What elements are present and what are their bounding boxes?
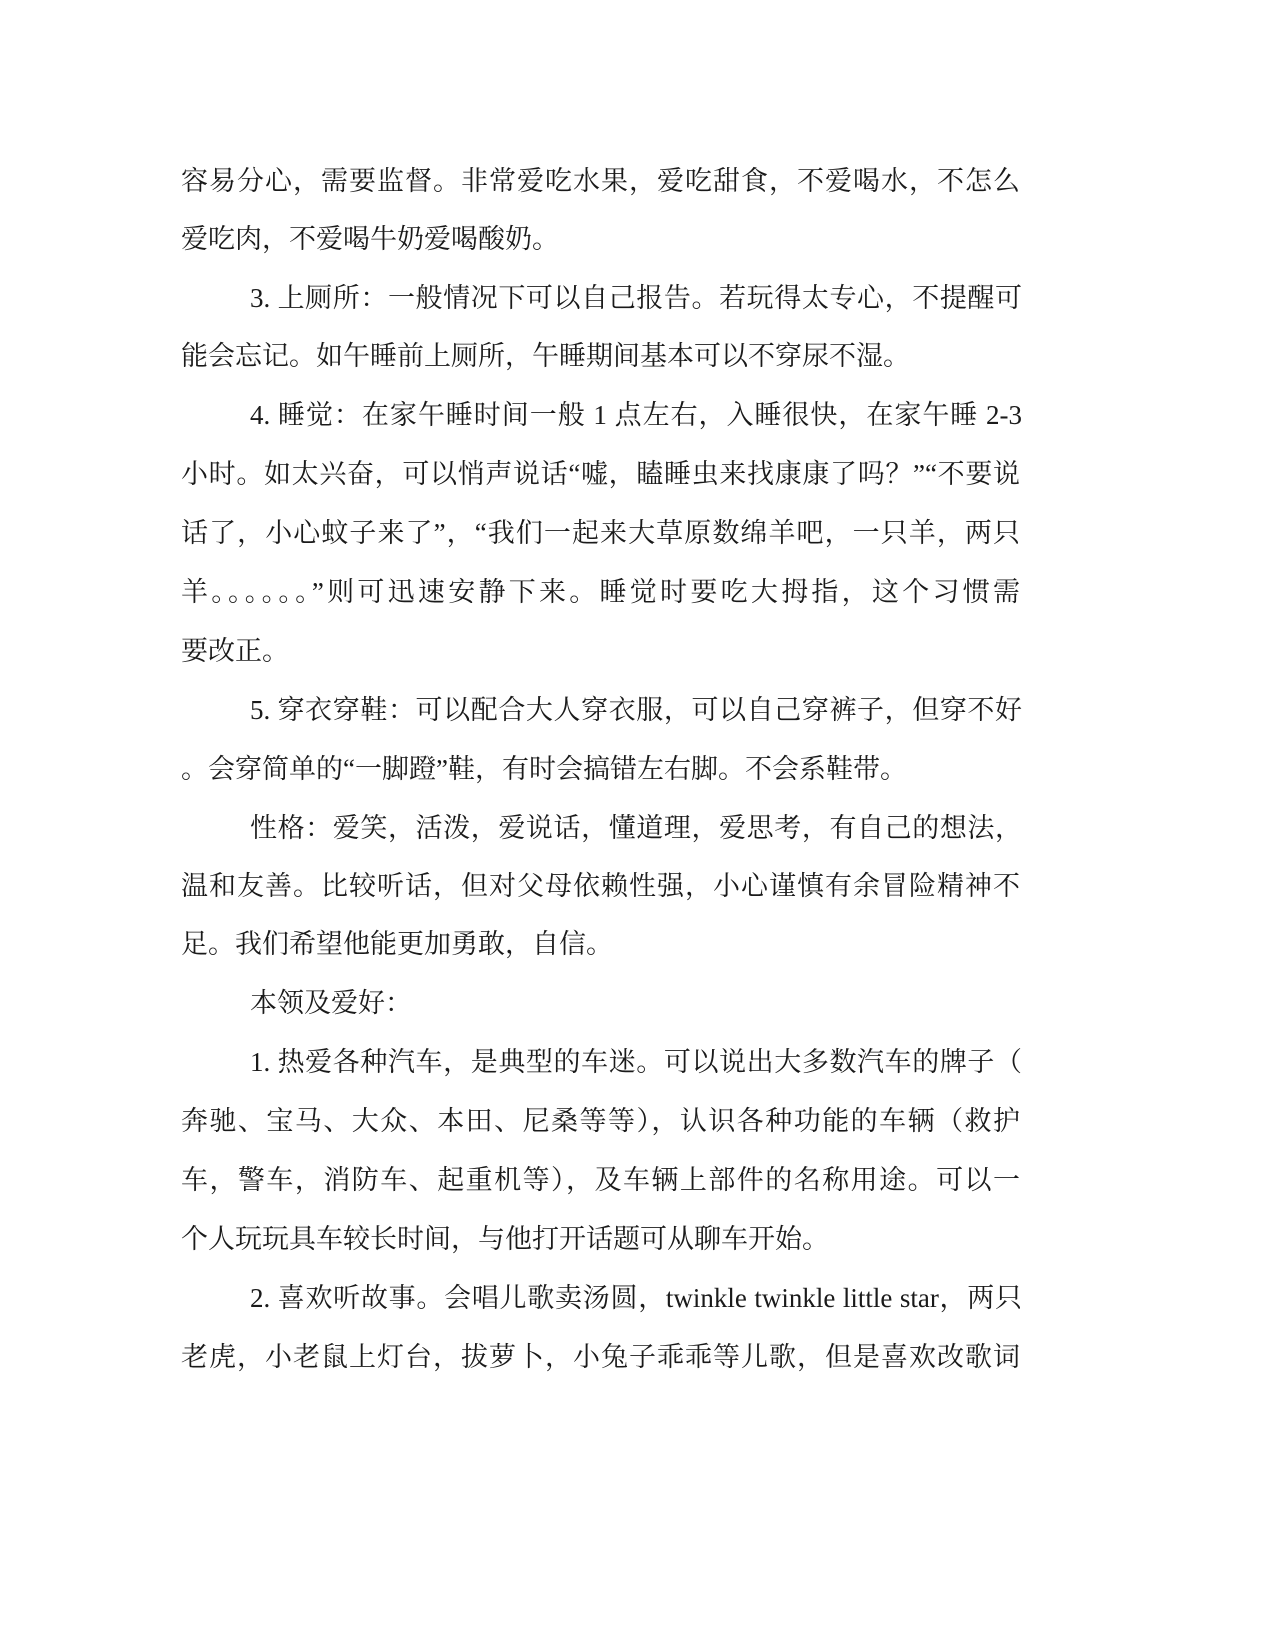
body-line: 温和友善。比较听话，但对父母依赖性强，小心谨慎有余冒险精神不 xyxy=(181,871,1020,901)
body-line: 个人玩玩具车较长时间，与他打开话题可从聊车开始。 xyxy=(181,1224,829,1254)
body-line: 要改正。 xyxy=(181,636,289,666)
body-line: 羊。。。。。。”则可迅速安静下来。睡觉时要吃大拇指，这个习惯需 xyxy=(181,577,1020,607)
body-line: 2. 喜欢听故事。会唱儿歌卖汤圆，twinkle twinkle little star，两只 xyxy=(250,1283,1022,1313)
body-line: 1. 热爱各种汽车，是典型的车迷。可以说出大多数汽车的牌子（ xyxy=(250,1047,1022,1077)
body-line: 小时。如太兴奋，可以悄声说话“嘘，瞌睡虫来找康康了吗？”“不要说 xyxy=(181,459,1020,489)
body-line: 话了，小心蚊子来了”，“我们一起来大草原数绵羊吧，一只羊，两只 xyxy=(181,518,1020,548)
body-line: 。会穿简单的“一脚蹬”鞋，有时会搞错左右脚。不会系鞋带。 xyxy=(181,754,907,784)
body-line: 性格：爱笑，活泼，爱说话，懂道理，爱思考，有自己的想法， xyxy=(250,813,1022,843)
body-line: 老虎，小老鼠上灯台，拔萝卜，小兔子乖乖等儿歌，但是喜欢改歌词 xyxy=(181,1342,1020,1372)
body-line: 足。我们希望他能更加勇敢，自信。 xyxy=(181,929,613,959)
body-line: 容易分心，需要监督。非常爱吃水果，爱吃甜食，不爱喝水，不怎么 xyxy=(181,166,1020,196)
body-line: 能会忘记。如午睡前上厕所，午睡期间基本可以不穿尿不湿。 xyxy=(181,341,910,371)
body-line: 奔驰、宝马、大众、本田、尼桑等等），认识各种功能的车辆（救护 xyxy=(181,1106,1020,1136)
body-line: 车，警车，消防车、起重机等），及车辆上部件的名称用途。可以一 xyxy=(181,1165,1020,1195)
section-heading: 本领及爱好： xyxy=(250,988,412,1018)
body-line: 爱吃肉，不爱喝牛奶爱喝酸奶。 xyxy=(181,224,559,254)
body-line: 5. 穿衣穿鞋：可以配合大人穿衣服，可以自己穿裤子，但穿不好 xyxy=(250,695,1022,725)
body-line: 3. 上厕所：一般情况下可以自己报告。若玩得太专心，不提醒可 xyxy=(250,283,1022,313)
body-line: 4. 睡觉：在家午睡时间一般 1 点左右，入睡很快，在家午睡 2-3 xyxy=(250,400,1022,430)
